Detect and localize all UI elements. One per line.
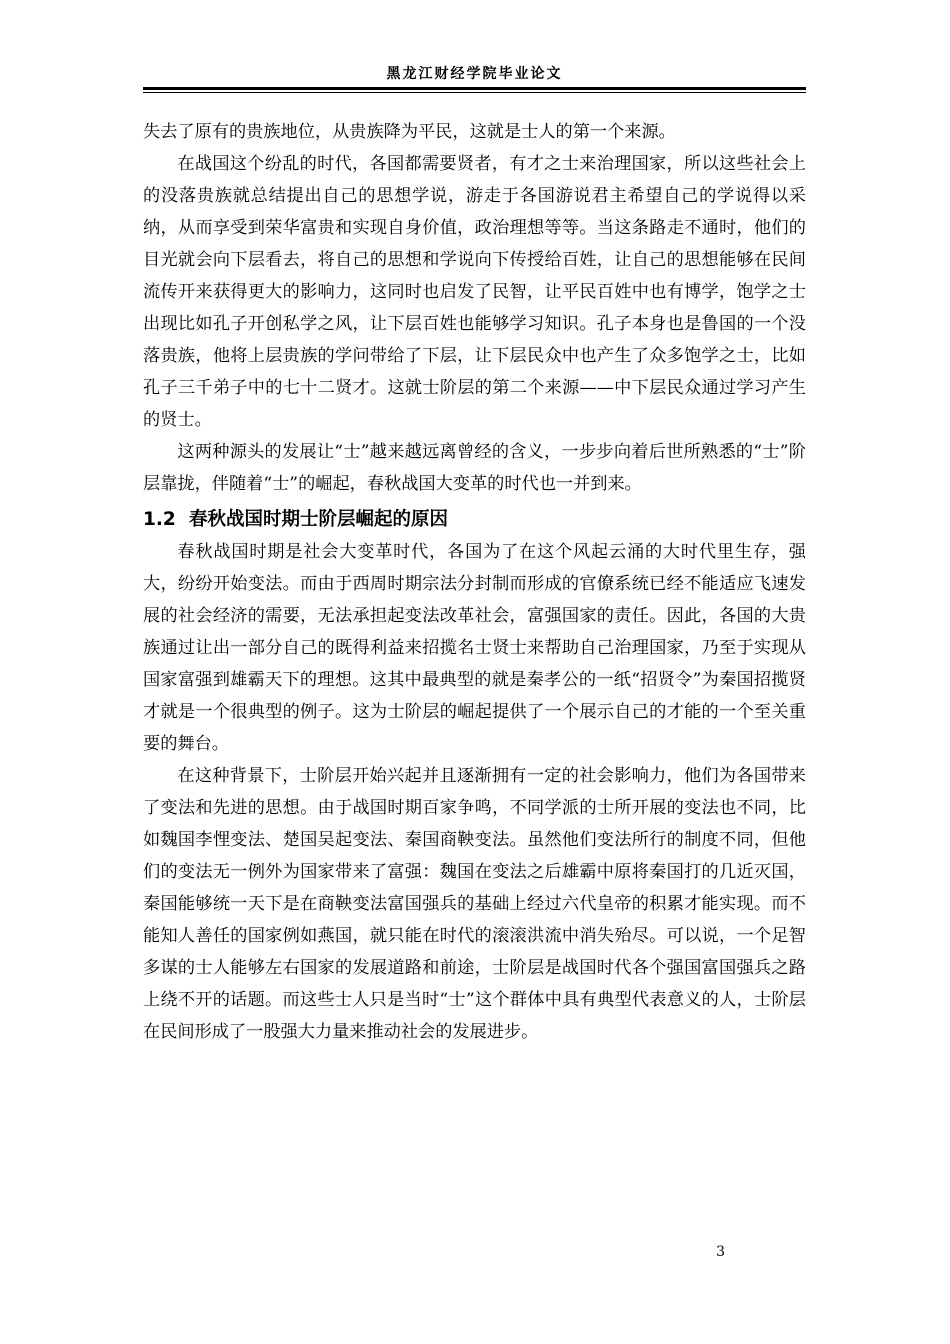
paragraph-3: 这两种源头的发展让“士”越来越远离曾经的含义，一步步向着后世所熟悉的“士”阶层靠拢，伴随着“士”的崛起，春秋战国大变革的时代也一并到来。	[143, 442, 806, 494]
document-body	[143, 116, 806, 1048]
paragraph-4: 春秋战国时期是社会大变革时代，各国为了在这个风起云涌的大时代里生存，强大，纷纷开始变法。而由于西周时期宗法分封制而形成的官僚系统已经不能适应飞速发展的社会经济的需要，无法承担起变法改革社会，富强国家的责任。因此，各国的大贵族通过让出一部分自己的既得利益来招揽名士贤士来帮助自己治理国家，乃至于实现从国家富强到雄霸天下的理想。这其中最典型的就是秦孝公的一纸“招贤令”为秦国招揽贤才就是一个很典型的例子。这为士阶层的崛起提供了一个展示自己的才能的一个至关重要的舞台。	[143, 542, 806, 754]
page-number: 3	[716, 1244, 725, 1260]
paragraph-2: 在战国这个纷乱的时代，各国都需要贤者，有才之士来治理国家，所以这些社会上的没落贵族就总结提出自己的思想学说，游走于各国游说君主希望自己的学说得以采纳，从而享受到荣华富贵和实现自身价值，政治理想等等。当这条路走不通时，他们的目光就会向下层看去，将自己的思想和学说向下传授给百姓，让自己的思想能够在民间流传开来获得更大的影响力，这同时也启发了民智，让平民百姓中也有博学，饱学之士出现比如孔子开创私学之风，让下层百姓也能够学习知识。孔子本身也是鲁国的一个没落贵族，他将上层贵族的学问带给了下层，让下层民众中也产生了众多饱学之士，比如孔子三千弟子中的七十二贤才。这就士阶层的第二个来源——中下层民众通过学习产生的贤士。	[143, 154, 806, 430]
header-rule-thick	[143, 87, 806, 90]
header-rule-thin	[143, 92, 806, 93]
section-title: 春秋战国时期士阶层崛起的原因	[189, 509, 449, 530]
paragraph-1: 失去了原有的贵族地位，从贵族降为平民，这就是士人的第一个来源。	[143, 122, 676, 142]
paragraph-5: 在这种背景下，士阶层开始兴起并且逐渐拥有一定的社会影响力，他们为各国带来了变法和先进的思想。由于战国时期百家争鸣，不同学派的士所开展的变法也不同，比如魏国李悝变法、楚国吴起变法、秦国商鞅变法。虽然他们变法所行的制度不同，但他们的变法无一例外为国家带来了富强：魏国在变法之后雄霸中原将秦国打的几近灭国，秦国能够统一天下是在商鞅变法富国强兵的基础上经过六代皇帝的积累才能实现。而不能知人善任的国家例如燕国，就只能在时代的滚滚洪流中消失殆尽。可以说，一个足智多谋的士人能够左右国家的发展道路和前途，士阶层是战国时代各个强国富国强兵之路上绕不开的话题。而这些士人只是当时“士”这个群体中具有典型代表意义的人，士阶层在民间形成了一股强大力量来推动社会的发展进步。	[143, 766, 806, 1042]
section-heading	[143, 504, 806, 536]
header-title: 黑龙江财经学院毕业论文	[386, 66, 563, 82]
section-number: 1.2	[143, 509, 176, 530]
